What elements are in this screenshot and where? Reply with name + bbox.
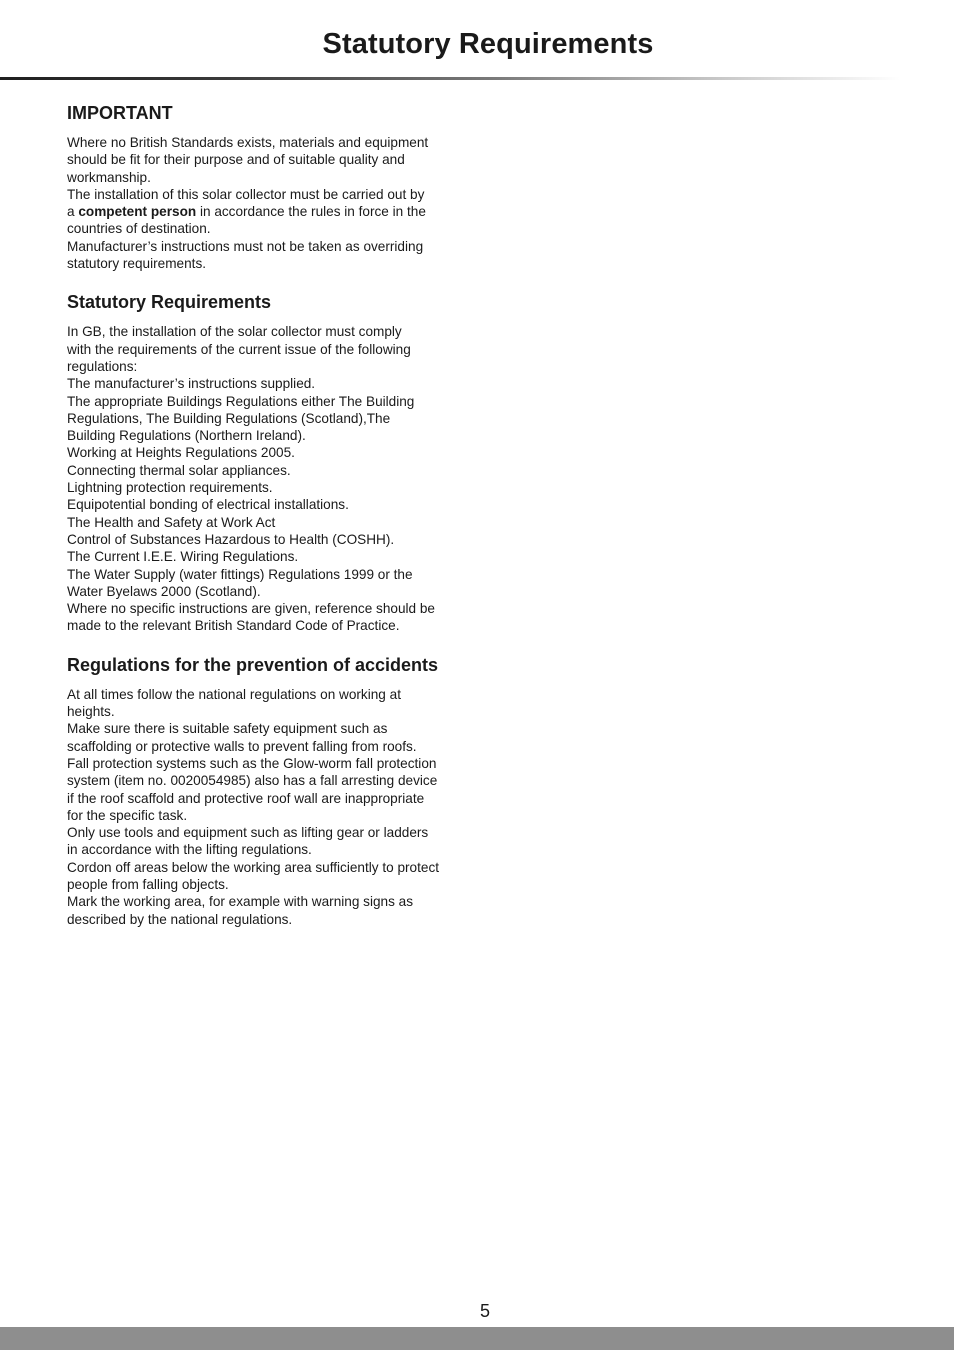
text-line: if the roof scaffold and protective roof wall are inappropriate [67, 790, 425, 806]
important-heading: IMPORTANT [67, 103, 173, 123]
statutory-heading: Statutory Requirements [67, 292, 272, 313]
text-line: heights. [67, 704, 115, 720]
text-line: The appropriate Buildings Regulations either The Building [67, 393, 415, 409]
statutory-section [67, 291, 467, 634]
text-line: Where no British Standards exists, materials and equipment [67, 135, 429, 150]
accidents-text [67, 686, 467, 928]
text-line: The installation of this solar collector must be carried out by [67, 186, 425, 202]
text-line: Water Byelaws 2000 (Scotland). [67, 583, 261, 599]
accidents-heading: Regulations for the prevention of accidents [67, 654, 439, 675]
text-line: The manufacturer’s instructions supplied. [67, 376, 316, 392]
text-line [67, 203, 467, 220]
text-line: Only use tools and equipment such as lifting gear or ladders [67, 825, 429, 841]
text-line: should be fit for their purpose and of suitable quality and [67, 152, 405, 168]
text-line: Manufacturer’s instructions must not be taken as overriding [67, 238, 424, 254]
text-line: made to the relevant British Standard Code of Practice. [67, 618, 400, 634]
text-line: The Current I.E.E. Wiring Regulations. [67, 549, 299, 565]
text-line: In GB, the installation of the solar collector must comply [67, 324, 402, 340]
text-line: The Water Supply (water fittings) Regulations 1999 or the [67, 566, 413, 582]
text-line: Fall protection systems such as the Glow-worm fall protection [67, 755, 437, 771]
text-fragment: in accordance the rules in force in the [196, 204, 426, 220]
text-line: Working at Heights Regulations 2005. [67, 445, 295, 461]
text-fragment: a [67, 204, 79, 220]
text-line: countries of destination. [67, 221, 211, 237]
text-line: Lightning protection requirements. [67, 480, 273, 496]
text-line: Make sure there is suitable safety equipment such as [67, 721, 388, 737]
text-line: Cordon off areas below the working area sufficiently to protect [67, 859, 440, 875]
text-line: At all times follow the national regulations on working at [67, 686, 401, 702]
important-text [67, 134, 467, 272]
text-line: system (item no. 0020054985) also has a fall arresting device [67, 773, 438, 789]
text-line: scaffolding or protective walls to prevent falling from roofs. [67, 738, 417, 754]
statutory-text [67, 323, 467, 634]
accidents-section [67, 654, 467, 928]
text-line: with the requirements of the current issue of the following [67, 341, 411, 357]
text-line: in accordance with the lifting regulations. [67, 842, 312, 858]
important-section [67, 102, 467, 272]
text-line: workmanship. [67, 169, 151, 185]
text-line: regulations: [67, 358, 138, 374]
page-title: Statutory Requirements [322, 28, 654, 60]
title-divider [0, 77, 900, 80]
text-line: Connecting thermal solar appliances. [67, 462, 291, 478]
text-line: Regulations, The Building Regulations (Scotland),The [67, 410, 391, 426]
text-line: Mark the working area, for example with warning signs as [67, 894, 414, 910]
text-line: Control of Substances Hazardous to Health (COSHH). [67, 531, 395, 547]
competent-person-emphasis: competent person [78, 204, 197, 220]
text-line: for the specific task. [67, 807, 188, 823]
main-content [67, 102, 467, 947]
text-line: Equipotential bonding of electrical installations. [67, 497, 349, 513]
text-line: The Health and Safety at Work Act [67, 514, 276, 530]
text-line: Where no specific instructions are given, reference should be [67, 601, 435, 617]
text-line: people from falling objects. [67, 876, 229, 892]
text-line: Building Regulations (Northern Ireland). [67, 428, 306, 444]
footer-bar [0, 1327, 954, 1350]
page-number: 5 [479, 1301, 490, 1321]
text-line: described by the national regulations. [67, 911, 293, 927]
text-line: statutory requirements. [67, 256, 207, 272]
